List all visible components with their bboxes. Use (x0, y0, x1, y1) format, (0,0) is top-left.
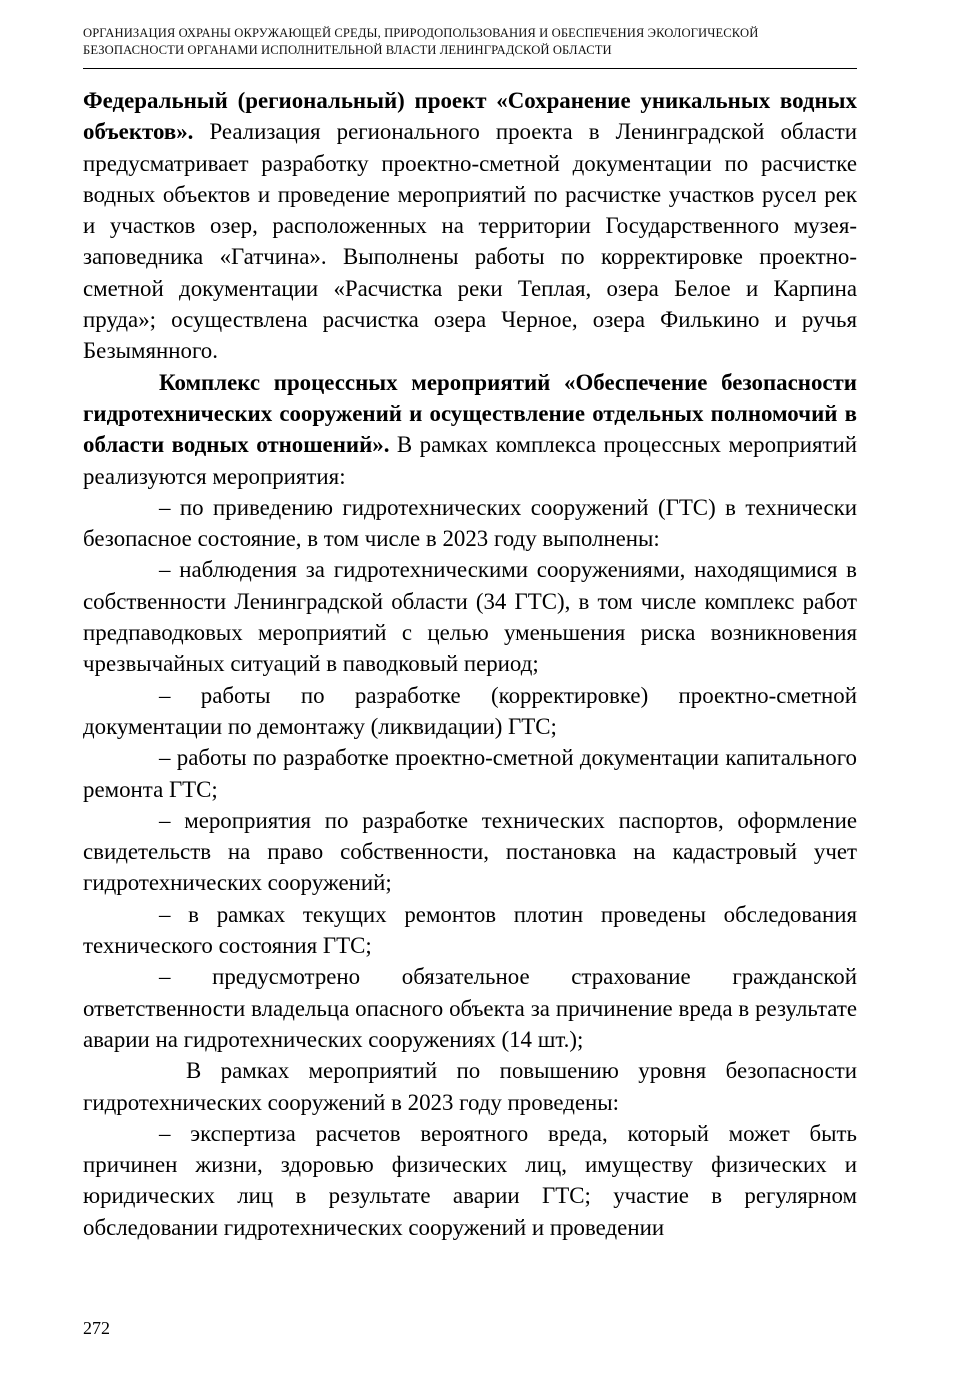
running-header (83, 25, 857, 59)
list-item: – наблюдения за гидротехническими сооружениями, находящимися в собственности Ленинградской области (34 ГТС), в том числе комплекс работ предпаводковых мероприятий с целью уменьшения риска возникновения чрезвычайных ситуаций в паводковый период; (83, 557, 857, 677)
header-rule (83, 68, 857, 69)
list-item: – работы по разработке (корректировке) проектно-сметной документации по демонтажу (ликвидации) ГТС; (83, 682, 857, 739)
paragraph-safety-measures: В рамках мероприятий по повышению уровня безопасности гидротехнических сооружений в 2023 году проведены: (83, 1058, 857, 1115)
list-item: – предусмотрено обязательное страхование гражданской ответственности владельца опасного объекта за причинение вреда в результате аварии на гидротехнических сооружениях (14 шт.); (83, 964, 857, 1052)
page-body (83, 85, 857, 1243)
process-complex-title: Комплекс процессных мероприятий «Обеспечение безопасности гидротехнических сооружений и осуществление отдельных полномочий в области водных отношений». (83, 369, 857, 458)
process-complex-text: В рамках комплекса процессных мероприятий реализуются мероприятия: (83, 432, 857, 489)
list-item: – работы по разработке проектно-сметной документации капитального ремонта ГТС; (83, 745, 857, 802)
list-item: – мероприятия по разработке технических паспортов, оформление свидетельств на право собственности, постановка на кадастровый учет гидротехнических сооружений; (83, 807, 857, 896)
list-item: – по приведению гидротехнических сооружений (ГТС) в технически безопасное состояние, в том числе в 2023 году выполнены: (83, 494, 857, 552)
paragraph-federal-project (83, 85, 857, 367)
page-number: 272 (83, 1318, 110, 1338)
federal-project-title: Федеральный (региональный) проект «Сохранение уникальных водных объектов». (83, 88, 857, 145)
list-item: – в рамках текущих ремонтов плотин проведены обследования технического состояния ГТС; (83, 901, 857, 959)
header-line-2: БЕЗОПАСНОСТИ ОРГАНАМИ ИСПОЛНИТЕЛЬНОЙ ВЛАСТИ ЛЕНИНГРАДСКОЙ ОБЛАСТИ (83, 43, 612, 57)
list-item: – экспертиза расчетов вероятного вреда, который может быть причинен жизни, здоровью физических лиц, имуществу физических и юридических лиц в результате аварии ГТС; участие в регулярном обследовании гидротехнических сооружений и проведении (83, 1120, 857, 1240)
federal-project-text: Реализация регионального проекта в Ленинградской области предусматривает разработку проектно-сметной документации по расчистке водных объектов и проведение мероприятий по расчистке участков русел рек и участков озер, расположенных на территории Государственного музея-заповедника «Гатчина». Выполнены работы по корректировке проектно-сметной документации «Расчистка реки Теплая, озера Белое и Карпина пруда»; осуществлена расчистка озера Черное, озера Филькино и ручья Безымянного. (83, 119, 857, 364)
paragraph-process-complex (83, 367, 857, 492)
header-line-1: ОРГАНИЗАЦИЯ ОХРАНЫ ОКРУЖАЮЩЕЙ СРЕДЫ, ПРИРОДОПОЛЬЗОВАНИЯ И ОБЕСПЕЧЕНИЯ ЭКОЛОГИЧЕСКОЙ (83, 26, 759, 40)
